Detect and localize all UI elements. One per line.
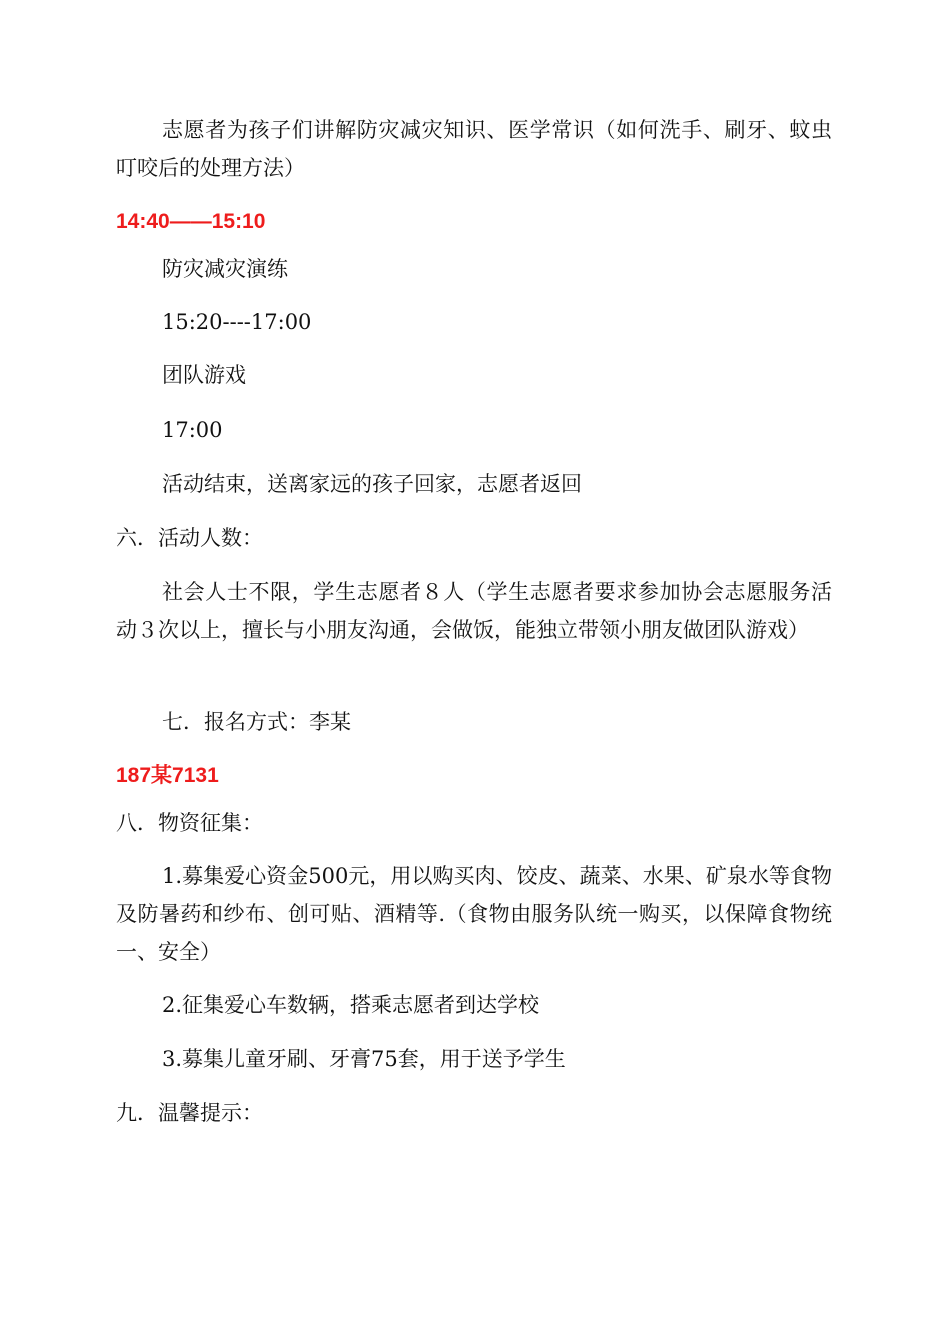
time-slot-1: 14:40——15:10 (116, 210, 266, 233)
supplies-item-1: 1.募集爱心资金500元，用以购买肉、饺皮、蔬菜、水果、矿泉水等食物及防暑药和纱布、创可贴、酒精等.（食物由服务队统一购买，以保障食物统一、安全） (116, 864, 832, 964)
section-heading-registration: 七．报名方式：李某 (162, 710, 351, 734)
contact-phone: 187某7131 (116, 764, 219, 787)
section-heading-participants: 六．活动人数： (116, 526, 263, 550)
time-slot-2: 15:20----17:00 (162, 310, 312, 334)
supplies-item-2: 2.征集爱心车数辆，搭乘志愿者到达学校 (162, 993, 540, 1017)
section-heading-tips: 九．温馨提示： (116, 1101, 263, 1125)
paragraph-activity-end: 活动结束，送离家远的孩子回家，志愿者返回 (162, 472, 582, 496)
paragraph-disaster-knowledge: 志愿者为孩子们讲解防灾减灾知识、医学常识（如何洗手、刷牙、蚊虫叮咬后的处理方法） (116, 118, 832, 180)
time-slot-3: 17:00 (162, 418, 223, 442)
supplies-item-3: 3.募集儿童牙刷、牙膏75套，用于送予学生 (162, 1047, 566, 1071)
paragraph-participants: 社会人士不限，学生志愿者８人（学生志愿者要求参加协会志愿服务活动３次以上，擅长与小朋友沟通，会做饭，能独立带领小朋友做团队游戏） (116, 580, 832, 642)
section-heading-supplies: 八．物资征集： (116, 811, 263, 835)
paragraph-drill: 防灾减灾演练 (162, 257, 288, 281)
paragraph-team-games: 团队游戏 (162, 363, 246, 387)
